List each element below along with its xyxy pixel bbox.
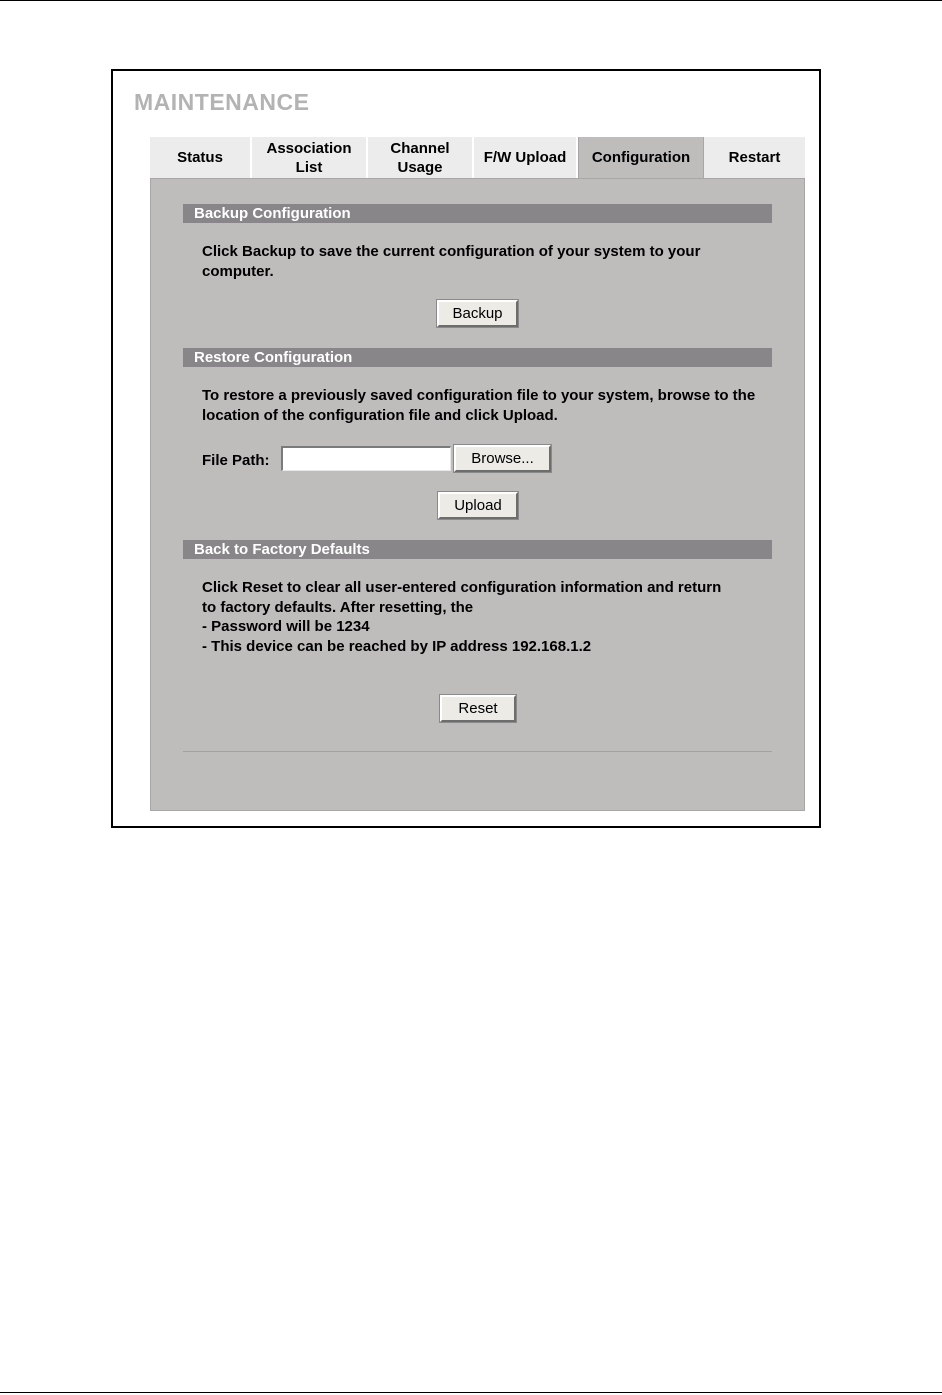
tab-label: Restart: [728, 149, 781, 166]
backup-description: Click Backup to save the current configuration of your system to your computer.: [202, 243, 701, 280]
description-line: Click Reset to clear all user-entered configuration information and return: [202, 579, 722, 596]
reset-button[interactable]: Reset: [440, 695, 516, 722]
upload-button[interactable]: Upload: [438, 492, 518, 519]
backup-section-header: Backup Configuration: [183, 204, 772, 223]
tab-bar: [150, 137, 805, 178]
description-line: - Password will be 1234: [202, 618, 370, 635]
tab-fw-upload[interactable]: [474, 137, 578, 178]
tab-association-list[interactable]: [252, 137, 368, 178]
browse-button[interactable]: Browse...: [454, 445, 551, 472]
configuration-panel: [150, 178, 805, 811]
screenshot-frame: [111, 69, 821, 828]
panel-divider: [183, 751, 772, 752]
tab-status[interactable]: [150, 137, 252, 178]
tab-label: Channel Usage: [390, 139, 450, 176]
page-title: MAINTENANCE: [134, 89, 310, 115]
bottom-rule: [0, 1392, 942, 1393]
tab-label: Configuration: [591, 149, 691, 166]
top-rule: [0, 0, 942, 1]
tab-channel-usage[interactable]: [368, 137, 474, 178]
file-path-label: File Path:: [202, 452, 270, 469]
tab-label: Association List: [266, 139, 352, 176]
tab-label: Status: [177, 149, 223, 166]
factory-defaults-section-header: Back to Factory Defaults: [183, 540, 772, 559]
tab-label: F/W Upload: [483, 149, 567, 166]
restore-section-header: Restore Configuration: [183, 348, 772, 367]
tab-restart[interactable]: [704, 137, 805, 178]
restore-description: To restore a previously saved configuration file to your system, browse to the location of the configuration file and click Upload.: [202, 387, 756, 424]
factory-defaults-description: [202, 578, 772, 656]
backup-button[interactable]: Backup: [437, 300, 518, 327]
description-line: - This device can be reached by IP address 192.168.1.2: [202, 637, 592, 655]
description-line: to factory defaults. After resetting, the: [202, 598, 474, 616]
tab-configuration[interactable]: [578, 137, 704, 178]
file-path-input[interactable]: [281, 446, 451, 471]
